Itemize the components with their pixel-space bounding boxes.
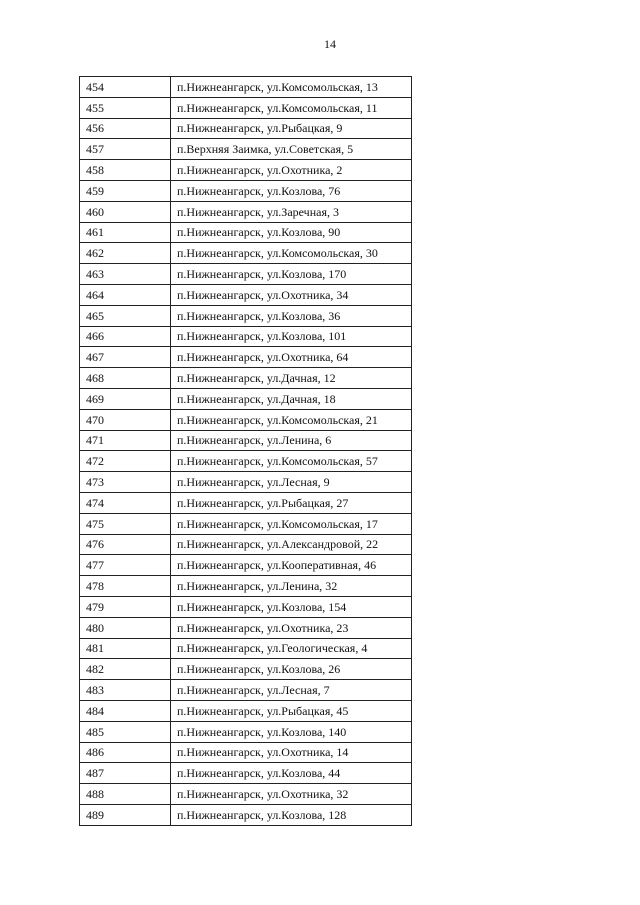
table-row (80, 513, 412, 534)
table-row (80, 180, 412, 201)
row-number-cell: 463 (80, 264, 171, 285)
row-number-cell: 462 (80, 243, 171, 264)
table-row (80, 534, 412, 555)
table-row (80, 243, 412, 264)
row-number-cell: 485 (80, 721, 171, 742)
table-row (80, 160, 412, 181)
row-number-cell: 483 (80, 680, 171, 701)
row-number-cell: 466 (80, 326, 171, 347)
address-cell: п.Нижнеангарск, ул.Лесная, 7 (171, 680, 412, 701)
table-row (80, 596, 412, 617)
row-number-cell: 454 (80, 77, 171, 98)
address-cell: п.Нижнеангарск, ул.Козлова, 154 (171, 596, 412, 617)
address-cell: п.Нижнеангарск, ул.Комсомольская, 57 (171, 451, 412, 472)
address-cell: п.Нижнеангарск, ул.Комсомольская, 17 (171, 513, 412, 534)
table-row (80, 804, 412, 825)
table-row (80, 347, 412, 368)
row-number-cell: 464 (80, 284, 171, 305)
address-cell: п.Нижнеангарск, ул.Охотника, 64 (171, 347, 412, 368)
address-cell: п.Нижнеангарск, ул.Охотника, 34 (171, 284, 412, 305)
page-number: 14 (324, 37, 336, 51)
address-cell: п.Нижнеангарск, ул.Комсомольская, 13 (171, 77, 412, 98)
address-cell: п.Верхняя Заимка, ул.Советская, 5 (171, 139, 412, 160)
address-cell: п.Нижнеангарск, ул.Лесная, 9 (171, 472, 412, 493)
address-cell: п.Нижнеангарск, ул.Ленина, 6 (171, 430, 412, 451)
table-row (80, 492, 412, 513)
table-row (80, 368, 412, 389)
address-cell: п.Нижнеангарск, ул.Рыбацкая, 9 (171, 118, 412, 139)
row-number-cell: 487 (80, 763, 171, 784)
row-number-cell: 458 (80, 160, 171, 181)
address-cell: п.Нижнеангарск, ул.Козлова, 36 (171, 305, 412, 326)
table-row (80, 576, 412, 597)
table-row (80, 326, 412, 347)
address-cell: п.Нижнеангарск, ул.Комсомольская, 11 (171, 97, 412, 118)
address-cell: п.Нижнеангарск, ул.Рыбацкая, 45 (171, 700, 412, 721)
address-cell: п.Нижнеангарск, ул.Козлова, 76 (171, 180, 412, 201)
row-number-cell: 478 (80, 576, 171, 597)
table-row (80, 97, 412, 118)
address-cell: п.Нижнеангарск, ул.Козлова, 170 (171, 264, 412, 285)
table-row (80, 472, 412, 493)
table-row (80, 763, 412, 784)
row-number-cell: 474 (80, 492, 171, 513)
row-number-cell: 470 (80, 409, 171, 430)
table-row (80, 784, 412, 805)
row-number-cell: 459 (80, 180, 171, 201)
row-number-cell: 467 (80, 347, 171, 368)
row-number-cell: 456 (80, 118, 171, 139)
table-row (80, 284, 412, 305)
address-cell: п.Нижнеангарск, ул.Козлова, 44 (171, 763, 412, 784)
row-number-cell: 468 (80, 368, 171, 389)
address-cell: п.Нижнеангарск, ул.Козлова, 90 (171, 222, 412, 243)
table-row (80, 264, 412, 285)
address-cell: п.Нижнеангарск, ул.Дачная, 12 (171, 368, 412, 389)
address-cell: п.Нижнеангарск, ул.Козлова, 26 (171, 659, 412, 680)
row-number-cell: 457 (80, 139, 171, 160)
table-row (80, 77, 412, 98)
table-row (80, 201, 412, 222)
table-row (80, 617, 412, 638)
row-number-cell: 455 (80, 97, 171, 118)
table-row (80, 680, 412, 701)
table-row (80, 409, 412, 430)
table-row (80, 721, 412, 742)
table-row (80, 139, 412, 160)
row-number-cell: 465 (80, 305, 171, 326)
row-number-cell: 473 (80, 472, 171, 493)
address-cell: п.Нижнеангарск, ул.Рыбацкая, 27 (171, 492, 412, 513)
row-number-cell: 479 (80, 596, 171, 617)
address-cell: п.Нижнеангарск, ул.Комсомольская, 30 (171, 243, 412, 264)
address-cell: п.Нижнеангарск, ул.Геологическая, 4 (171, 638, 412, 659)
address-cell: п.Нижнеангарск, ул.Комсомольская, 21 (171, 409, 412, 430)
row-number-cell: 482 (80, 659, 171, 680)
address-cell: п.Нижнеангарск, ул.Охотника, 32 (171, 784, 412, 805)
row-number-cell: 460 (80, 201, 171, 222)
row-number-cell: 461 (80, 222, 171, 243)
row-number-cell: 481 (80, 638, 171, 659)
address-cell: п.Нижнеангарск, ул.Дачная, 18 (171, 388, 412, 409)
row-number-cell: 486 (80, 742, 171, 763)
row-number-cell: 472 (80, 451, 171, 472)
address-cell: п.Нижнеангарск, ул.Козлова, 128 (171, 804, 412, 825)
row-number-cell: 475 (80, 513, 171, 534)
table-row (80, 555, 412, 576)
table-row (80, 388, 412, 409)
table-row (80, 742, 412, 763)
table-row (80, 222, 412, 243)
address-cell: п.Нижнеангарск, ул.Кооперативная, 46 (171, 555, 412, 576)
row-number-cell: 469 (80, 388, 171, 409)
table-row (80, 700, 412, 721)
table-row (80, 305, 412, 326)
address-cell: п.Нижнеангарск, ул.Козлова, 140 (171, 721, 412, 742)
row-number-cell: 484 (80, 700, 171, 721)
address-cell: п.Нижнеангарск, ул.Козлова, 101 (171, 326, 412, 347)
row-number-cell: 471 (80, 430, 171, 451)
address-cell: п.Нижнеангарск, ул.Александровой, 22 (171, 534, 412, 555)
row-number-cell: 480 (80, 617, 171, 638)
row-number-cell: 476 (80, 534, 171, 555)
table-row (80, 451, 412, 472)
address-cell: п.Нижнеангарск, ул.Ленина, 32 (171, 576, 412, 597)
address-cell: п.Нижнеангарск, ул.Охотника, 14 (171, 742, 412, 763)
address-table (79, 76, 412, 826)
row-number-cell: 477 (80, 555, 171, 576)
address-cell: п.Нижнеангарск, ул.Охотника, 23 (171, 617, 412, 638)
row-number-cell: 489 (80, 804, 171, 825)
table-row (80, 638, 412, 659)
table-row (80, 118, 412, 139)
table-row (80, 430, 412, 451)
address-cell: п.Нижнеангарск, ул.Охотника, 2 (171, 160, 412, 181)
address-table-body (80, 77, 412, 826)
row-number-cell: 488 (80, 784, 171, 805)
table-row (80, 659, 412, 680)
address-cell: п.Нижнеангарск, ул.Заречная, 3 (171, 201, 412, 222)
